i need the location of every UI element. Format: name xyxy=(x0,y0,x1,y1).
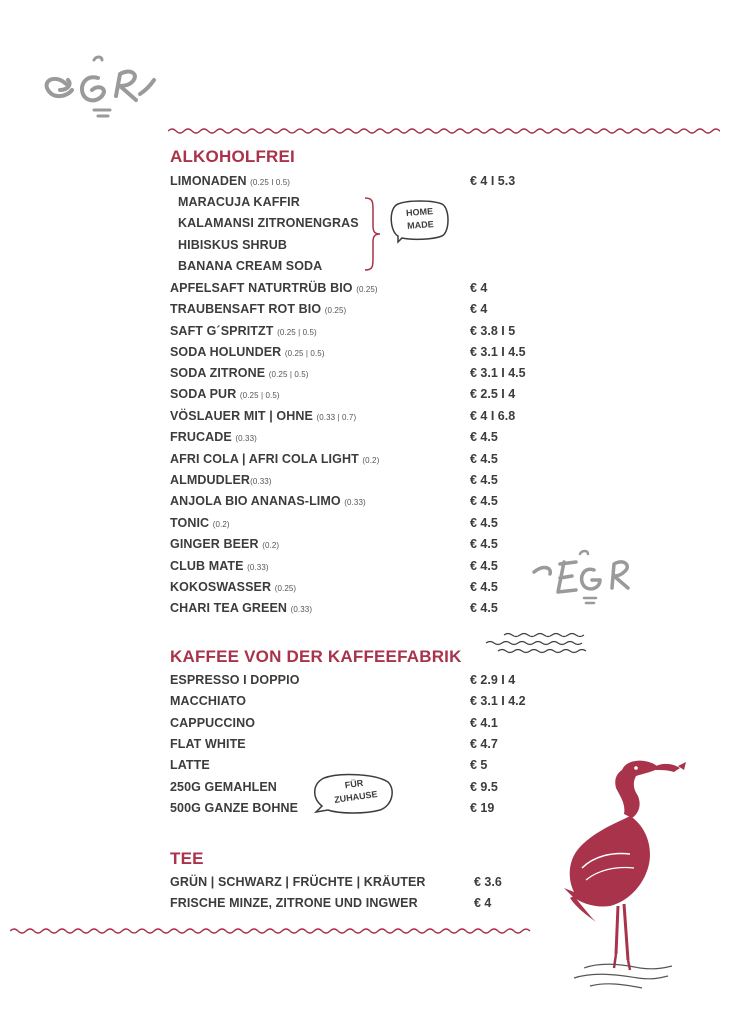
item-price: € 19 xyxy=(470,801,495,815)
item-price: € 3.6 xyxy=(474,875,502,889)
menu-item: GRÜN | SCHWARZ | FRÜCHTE | KRÄUTER xyxy=(170,875,426,889)
item-price: € 4.5 xyxy=(470,580,498,594)
item-volume: (0.33) xyxy=(250,477,272,486)
item-volume: (0.25 I 0.5) xyxy=(250,178,291,187)
menu-subitem: MARACUJA KAFFIR xyxy=(178,195,300,209)
item-price: € 5 xyxy=(470,758,488,772)
menu-subitem: BANANA CREAM SODA xyxy=(178,259,323,273)
menu-item xyxy=(170,324,317,338)
menu-subitem: KALAMANSI ZITRONENGRAS xyxy=(178,216,359,230)
item-name: VÖSLAUER MIT | OHNE xyxy=(170,409,313,423)
item-price: € 9.5 xyxy=(470,780,498,794)
menu-item: ESPRESSO I DOPPIO xyxy=(170,673,300,687)
menu-item xyxy=(170,387,280,401)
menu-item: LATTE xyxy=(170,758,210,772)
wave-divider-bottom xyxy=(10,926,536,936)
brace-icon xyxy=(363,196,383,272)
home-made-badge xyxy=(384,198,452,244)
item-name: GINGER BEER xyxy=(170,537,259,551)
menu-item xyxy=(170,281,378,295)
item-price: € 4 xyxy=(470,281,488,295)
item-name: KOKOSWASSER xyxy=(170,580,272,594)
menu-item xyxy=(170,409,356,423)
item-volume: (0.25 | 0.5) xyxy=(239,391,280,400)
wave-divider-top xyxy=(168,126,720,136)
item-price: € 4.5 xyxy=(470,601,498,615)
menu-item xyxy=(170,366,309,380)
item-volume: (0.25 | 0.5) xyxy=(277,328,317,337)
item-price: € 2.5 I 4 xyxy=(470,387,516,401)
item-volume: (0.25 | 0.5) xyxy=(284,349,325,358)
item-price: € 4.5 xyxy=(470,559,498,573)
item-volume: (0.2) xyxy=(212,520,230,529)
egr-logo-top xyxy=(38,50,163,122)
wave-decoration xyxy=(484,630,589,656)
menu-item xyxy=(170,345,325,359)
menu-item: 500G GANZE BOHNE xyxy=(170,801,299,815)
menu-item xyxy=(170,174,290,188)
item-name: SODA PUR xyxy=(170,387,237,401)
heron-illustration xyxy=(560,756,688,996)
item-volume: (0.25) xyxy=(274,584,297,593)
item-price: € 4.5 xyxy=(470,537,498,551)
item-price: € 4.7 xyxy=(470,737,498,751)
menu-item xyxy=(170,559,269,573)
item-price: € 4.5 xyxy=(470,452,498,466)
fuer-zuhause-label: FÜR ZUHAUSE xyxy=(333,777,379,805)
item-volume: (0.2) xyxy=(362,456,380,465)
item-volume: (0.33) xyxy=(290,605,313,614)
item-volume: (0.33 | 0.7) xyxy=(316,413,357,422)
item-price: € 4.5 xyxy=(470,516,498,530)
item-volume: (0.33) xyxy=(235,434,257,443)
menu-item xyxy=(170,452,379,466)
item-name: SODA ZITRONE xyxy=(170,366,266,380)
section-title-kaffee: KAFFEE VON DER KAFFEEFABRIK xyxy=(170,647,462,666)
menu-item xyxy=(170,302,346,316)
home-made-label: HOME MADE xyxy=(405,206,434,231)
item-name: TRAUBENSAFT ROT BIO xyxy=(170,302,322,316)
menu-item: FRISCHE MINZE, ZITRONE UND INGWER xyxy=(170,896,418,910)
section-title-tee: TEE xyxy=(170,849,204,868)
fuer-zuhause-badge xyxy=(306,772,396,816)
item-name: SAFT G´SPRITZT xyxy=(170,324,274,338)
menu-item: CAPPUCCINO xyxy=(170,716,256,730)
item-name: CHARI TEA GREEN xyxy=(170,601,288,615)
item-volume: (0.2) xyxy=(262,541,280,550)
menu-item xyxy=(170,516,230,530)
item-name: TONIC xyxy=(170,516,210,530)
item-volume: (0.25 | 0.5) xyxy=(268,370,309,379)
egr-logo-mid xyxy=(530,542,640,606)
menu-item xyxy=(170,473,272,487)
item-name: AFRI COLA | AFRI COLA LIGHT xyxy=(170,452,359,466)
item-name: LIMONADEN xyxy=(170,174,247,188)
menu-item: FLAT WHITE xyxy=(170,737,246,751)
menu-item xyxy=(170,580,296,594)
item-volume: (0.33) xyxy=(344,498,366,507)
item-price: € 4 xyxy=(470,302,488,316)
item-price: € 4.1 xyxy=(470,716,498,730)
menu-subitem: HIBISKUS SHRUB xyxy=(178,238,288,252)
item-price: € 3.8 I 5 xyxy=(470,324,516,338)
item-price: € 4.5 xyxy=(470,494,498,508)
item-price: € 4 I 5.3 xyxy=(470,174,516,188)
item-name: FRUCADE xyxy=(170,430,232,444)
menu-item xyxy=(170,601,312,615)
item-volume: (0.25) xyxy=(356,285,378,294)
menu-item xyxy=(170,494,366,508)
item-price: € 2.9 I 4 xyxy=(470,673,516,687)
item-price: € 4 xyxy=(474,896,492,910)
section-title-alkoholfrei: ALKOHOLFREI xyxy=(170,147,295,166)
item-price: € 4 I 6.8 xyxy=(470,409,516,423)
item-name: ALMDUDLER xyxy=(170,473,251,487)
menu-item: MACCHIATO xyxy=(170,694,247,708)
menu-item xyxy=(170,537,279,551)
item-name: SODA HOLUNDER xyxy=(170,345,282,359)
item-volume: (0.33) xyxy=(247,563,269,572)
item-name: APFELSAFT NATURTRÜB BIO xyxy=(170,281,353,295)
item-volume: (0.25) xyxy=(324,306,347,315)
item-name: ANJOLA BIO ANANAS-LIMO xyxy=(170,494,341,508)
item-price: € 4.5 xyxy=(470,473,498,487)
item-price: € 3.1 I 4.5 xyxy=(470,345,526,359)
menu-item: 250G GEMAHLEN xyxy=(170,780,277,794)
menu-item xyxy=(170,430,257,444)
item-price: € 4.5 xyxy=(470,430,498,444)
item-price: € 3.1 I 4.5 xyxy=(470,366,526,380)
item-name: CLUB MATE xyxy=(170,559,244,573)
item-price: € 3.1 I 4.2 xyxy=(470,694,526,708)
